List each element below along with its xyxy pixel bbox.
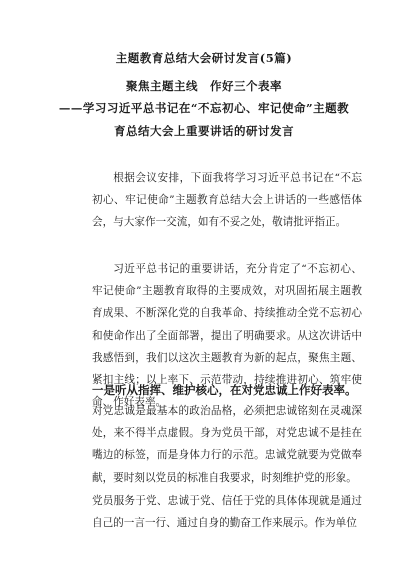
service-paragraph: 党员服务于党、忠诚于党、信任于党的具体体现就是通过自己的一言一行、通过自身的勤奋工作来展示。作为单位 (92, 495, 362, 530)
summary-paragraph: 习近平总书记的重要讲话，充分肯定了“不忘初心、牢记使命”主题教育取得的主要成效，对巩固拓展主题教育成果、不断深化党的自我革命、持续推动全党不忘初心和使命作出了全面部署，提出了明确要求。从这次讲话中我感悟到，我们以这次主题教育为新的起点，聚焦主题、紧扣主线；以上率下、示范带动，持续推进初心、筑牢使命、作好表率。 (92, 263, 362, 409)
document-subtitle-line1: ——学习习近平总书记在“不忘初心、牢记使命”主题教 (58, 101, 350, 115)
document-subtitle-line2: 育总结大会上重要讲话的研讨发言 (114, 124, 294, 138)
section-heading: 一是听从指挥、维护核心，在对党忠诚上作好表率。 (92, 383, 357, 397)
intro-paragraph: 根据会议安排，下面我将学习习近平总书记在“不忘初心、牢记使命”主题教育总结大会上讲话的一些感悟体会，与大家作一交流，如有不妥之处，敬请批评指正。 (92, 172, 362, 229)
document-subtitle: 聚焦主题主线 作好三个表率 (126, 79, 282, 93)
loyalty-paragraph: 对党忠诚是最基本的政治品格，必须把忠诚铭刻在灵魂深处，来不得半点虚假。身为党员干部，对党忠诚不是挂在嘴边的标签，而是身体力行的示范。忠诚党就要为党做奉献，要时刻以党员的标准自我要求，时刻维护党的形象。 (92, 405, 362, 484)
document-title: 主题教育总结大会研讨发言(5篇) (115, 51, 293, 65)
